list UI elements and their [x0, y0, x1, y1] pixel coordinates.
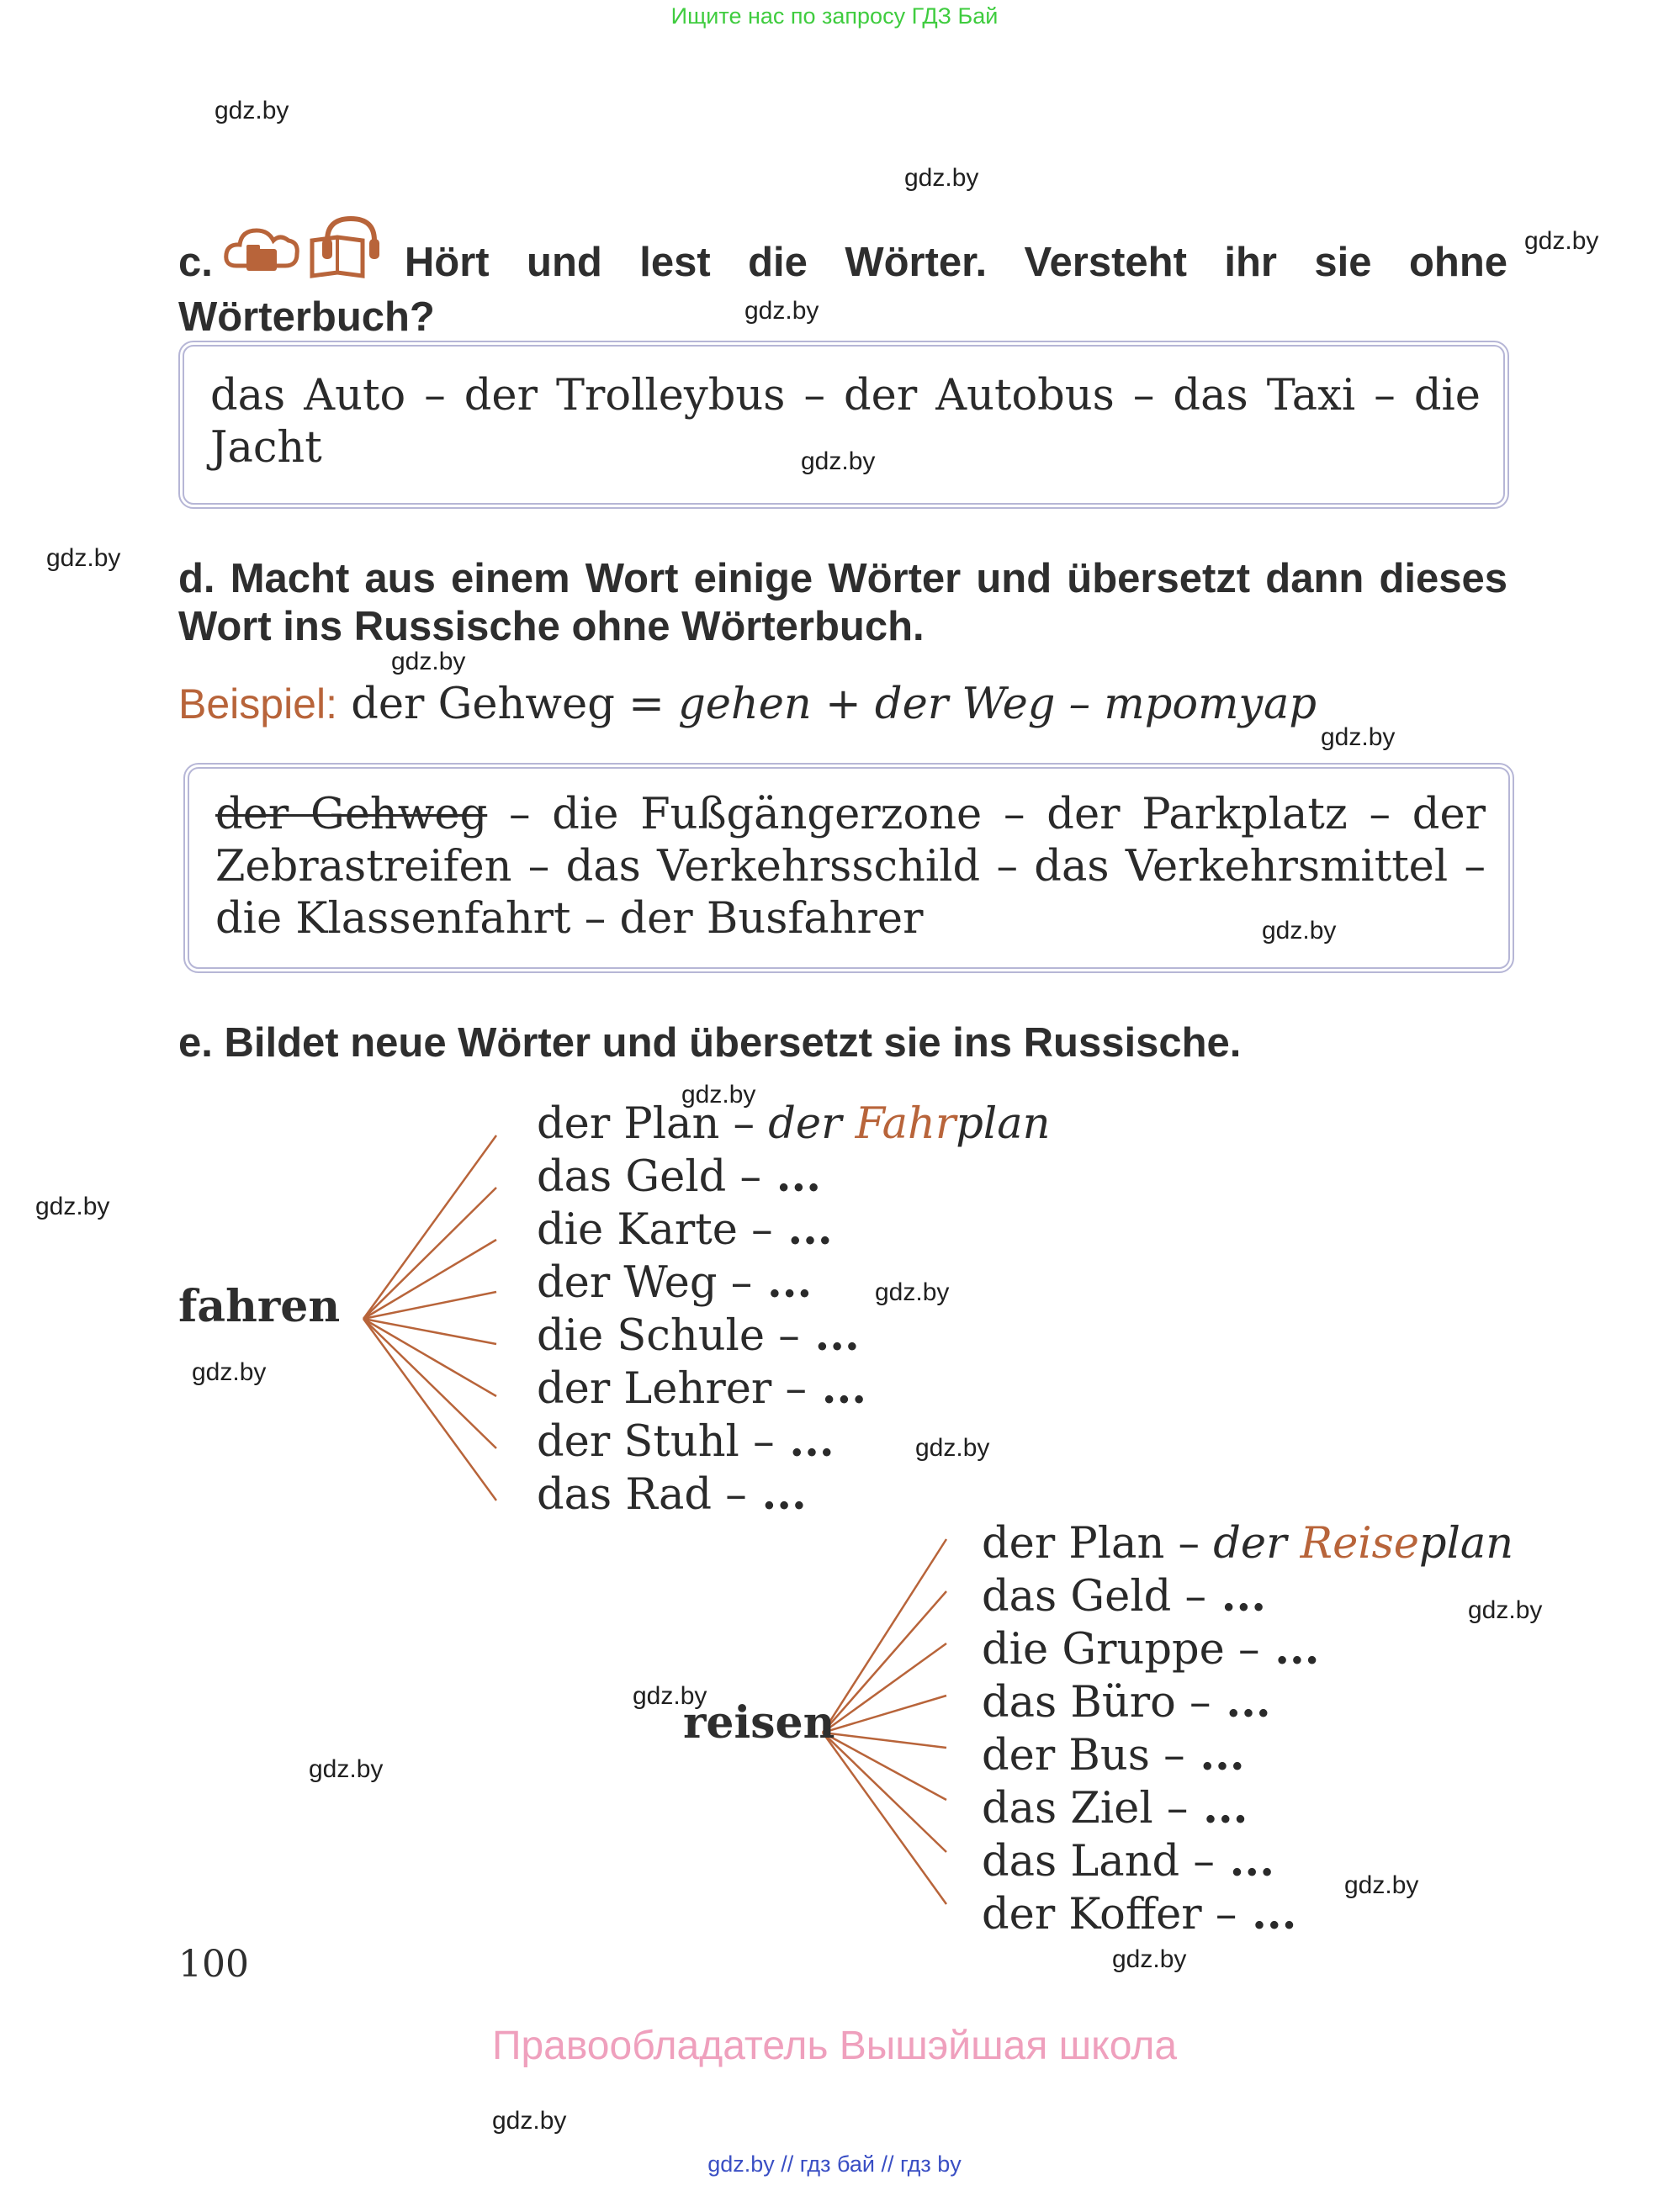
dash: –: [719, 1099, 769, 1149]
tree-example-reisen: [982, 1518, 1513, 1570]
ellipsis: ...: [752, 1257, 813, 1308]
list-item: [982, 1676, 1513, 1729]
watermark: gdz.by: [915, 1434, 990, 1462]
ellipsis: ...: [746, 1469, 807, 1520]
noun: die Karte –: [537, 1205, 773, 1255]
list-item: [537, 1151, 1050, 1204]
noun: das Rad –: [537, 1470, 747, 1520]
example-article: der: [768, 1099, 856, 1149]
example-highlight: Reise: [1300, 1519, 1419, 1569]
example-label: Beispiel:: [178, 680, 337, 728]
watermark: gdz.by: [492, 2107, 567, 2135]
watermark: gdz.by: [46, 544, 121, 572]
watermark: gdz.by: [215, 97, 289, 124]
noun: der Bus –: [982, 1731, 1185, 1781]
list-item: [537, 1257, 1050, 1310]
list-item: [982, 1623, 1513, 1676]
root-word-reisen: reisen: [683, 1697, 835, 1749]
ellipsis: ...: [1211, 1677, 1271, 1728]
watermark: gdz.by: [1321, 723, 1396, 751]
noun: die Gruppe –: [982, 1625, 1260, 1675]
fahren-branches: [363, 1135, 496, 1500]
root-word-fahren: fahren: [178, 1281, 341, 1332]
noun: das Geld –: [537, 1152, 762, 1202]
ellipsis: ...: [1214, 1836, 1274, 1887]
example-noun: der Plan: [537, 1099, 720, 1149]
word-list-c: das Auto – der Trolleybus – der Autobus – das Taxi – die Jacht: [210, 371, 1481, 473]
list-item: [537, 1310, 1050, 1363]
branch-line: [823, 1733, 946, 1852]
branch-line: [823, 1696, 946, 1733]
word-tree-reisen: [982, 1518, 1513, 1941]
list-item: [537, 1468, 1050, 1521]
word-tree-fahren: [537, 1098, 1050, 1521]
watermark: gdz.by: [1112, 1945, 1187, 1973]
branch-line: [363, 1135, 496, 1319]
branch-line: [363, 1188, 496, 1319]
watermark: gdz.by: [681, 1081, 756, 1109]
example-rest: plan: [956, 1099, 1051, 1149]
ellipsis: ...: [1259, 1624, 1320, 1675]
watermark: gdz.by: [1262, 917, 1337, 945]
noun: das Ziel –: [982, 1784, 1189, 1834]
branch-line: [823, 1733, 946, 1800]
ellipsis: ...: [806, 1363, 866, 1414]
list-item: [982, 1888, 1513, 1941]
noun: das Land –: [982, 1837, 1215, 1887]
watermark: gdz.by: [309, 1755, 384, 1783]
noun: der Weg –: [537, 1258, 753, 1308]
example-article: der: [1213, 1519, 1301, 1569]
noun: der Stuhl –: [537, 1417, 775, 1467]
noun: der Lehrer –: [537, 1364, 807, 1414]
example-noun: der Plan: [982, 1519, 1165, 1569]
watermark: gdz.by: [904, 164, 979, 192]
list-item: [537, 1416, 1050, 1468]
ellipsis: ...: [774, 1416, 834, 1467]
dash: –: [1164, 1519, 1214, 1569]
branch-line: [823, 1733, 946, 1904]
ellipsis: ...: [772, 1204, 833, 1255]
watermark: gdz.by: [1468, 1596, 1543, 1624]
list-item: [982, 1835, 1513, 1888]
tree-example-fahren: [537, 1098, 1050, 1151]
watermark: gdz.by: [633, 1682, 707, 1710]
list-item: [982, 1570, 1513, 1623]
watermark: gdz.by: [801, 447, 876, 475]
copyright-notice: Правообладатель Вышэйшая школа: [491, 2024, 1178, 2068]
top-banner: Ищите нас по запросу ГДЗ Бай: [670, 3, 999, 29]
branch-line: [823, 1539, 946, 1733]
bottom-links[interactable]: gdz.by // гдз бай // гдз by: [707, 2151, 962, 2177]
task-e-heading: e. Bildet neue Wörter und übersetzt sie ins Russische.: [178, 1020, 1242, 1066]
word-list-d-rest: – die Fußgängerzone – der Parkplatz – der Zebrastreifen – das Verkehrsschild – das Verkehrsmittel – die Klassenfahrt – der Busfahrer: [215, 790, 1486, 944]
watermark: gdz.by: [192, 1358, 267, 1386]
branch-line: [363, 1319, 496, 1500]
ellipsis: ...: [1237, 1889, 1297, 1939]
ellipsis: ...: [761, 1151, 822, 1202]
watermark: gdz.by: [875, 1278, 950, 1306]
example-word: der Gehweg =: [351, 680, 665, 729]
watermark: gdz.by: [1524, 227, 1599, 255]
list-item: [982, 1782, 1513, 1835]
crossed-example-word: der Gehweg: [215, 790, 488, 839]
page-number: 100: [178, 1943, 249, 1986]
example-rest: plan: [1418, 1519, 1514, 1569]
list-item: [537, 1204, 1050, 1257]
ellipsis: ...: [1206, 1571, 1267, 1622]
task-c-text: Hört und lest die Wörter. Versteht ihr sie ohne Wörterbuch?: [178, 240, 1507, 340]
list-item: [537, 1363, 1050, 1416]
branch-line: [823, 1591, 946, 1733]
ellipsis: ...: [1188, 1783, 1248, 1834]
watermark: gdz.by: [744, 297, 819, 325]
ellipsis: ...: [799, 1310, 860, 1361]
branch-line: [363, 1240, 496, 1319]
watermark: gdz.by: [35, 1193, 110, 1220]
list-item: [982, 1729, 1513, 1782]
noun: das Geld –: [982, 1572, 1207, 1622]
noun: die Schule –: [537, 1311, 800, 1361]
noun: das Büro –: [982, 1678, 1211, 1728]
ellipsis: ...: [1184, 1730, 1245, 1781]
branch-line: [363, 1292, 496, 1319]
branch-line: [823, 1733, 946, 1748]
example-parts: gehen + der Weg – тротуар: [678, 680, 1317, 729]
watermark: gdz.by: [391, 648, 466, 675]
watermark: gdz.by: [1344, 1871, 1419, 1899]
task-d-heading: d. Macht aus einem Wort einige Wörter und übersetzt dann dieses Wort ins Russische ohne Wörterbuch.: [178, 556, 1507, 649]
branch-line: [823, 1643, 946, 1733]
task-c-letter: c.: [178, 240, 213, 285]
example-highlight: Fahr: [855, 1099, 956, 1149]
reisen-branches: [823, 1539, 946, 1904]
noun: der Koffer –: [982, 1890, 1237, 1939]
